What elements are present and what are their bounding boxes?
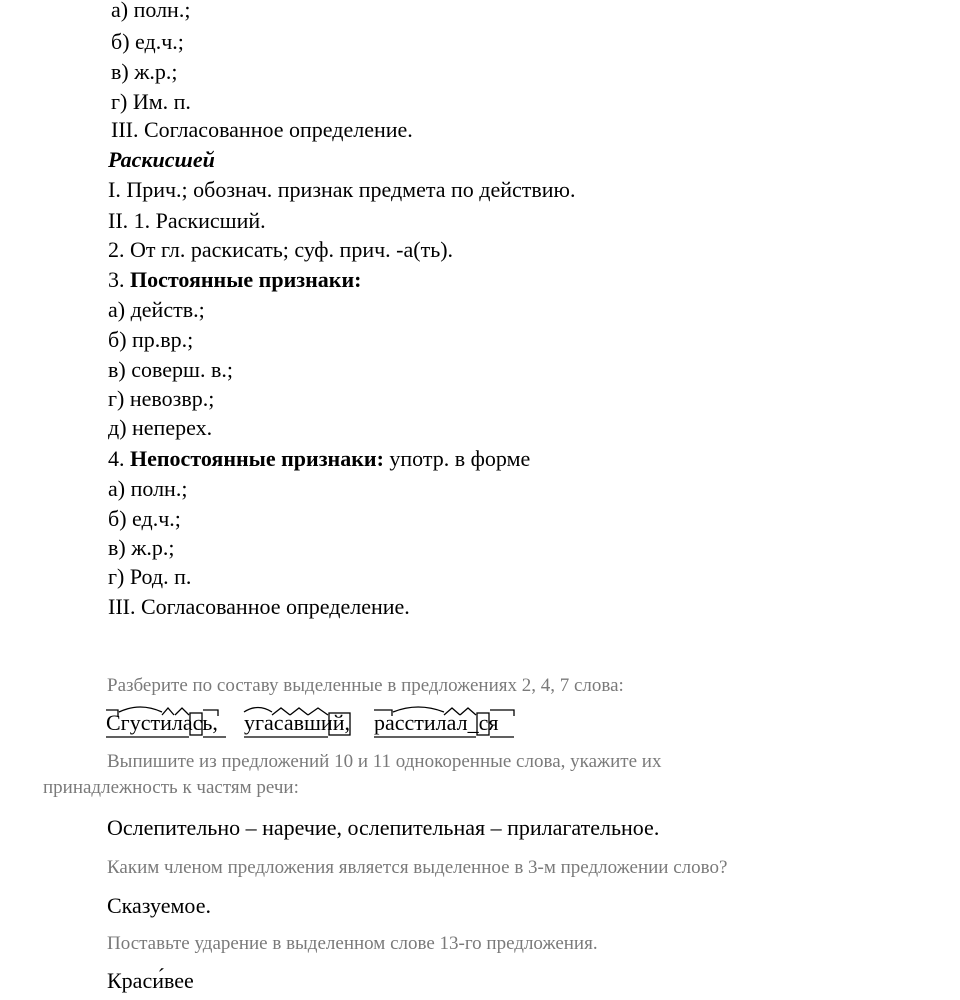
text-line: г) Им. п. bbox=[111, 89, 191, 114]
text-line: III. Согласованное определение. bbox=[111, 117, 413, 142]
text-line: II. 1. Раскисший. bbox=[108, 208, 266, 233]
text-line: в) соверш. в.; bbox=[108, 357, 233, 382]
text-line: б) ед.ч.; bbox=[111, 29, 184, 54]
text-line bbox=[108, 446, 530, 472]
morph-word: Сгустилась, bbox=[106, 710, 218, 735]
task-question: Разберите по составу выделенные в предложениях 2, 4, 7 слова: bbox=[107, 675, 624, 696]
text-line: в) ж.р.; bbox=[111, 59, 178, 84]
text-line: б) ед.ч.; bbox=[108, 506, 181, 531]
task-answer: Сказуемое. bbox=[107, 893, 211, 918]
section-heading: Раскисшей bbox=[108, 147, 215, 172]
morpheme-diagram bbox=[106, 706, 546, 746]
text-line: б) пр.вр.; bbox=[108, 327, 194, 352]
morph-word: угасавший, bbox=[244, 710, 350, 735]
text-line: III. Согласованное определение. bbox=[108, 594, 410, 619]
bold-label: Непостоянные признаки: bbox=[130, 446, 384, 471]
task-answer: Краси́вее bbox=[107, 968, 194, 993]
bold-label: Постоянные признаки: bbox=[130, 267, 362, 292]
text-line: а) полн.; bbox=[111, 0, 191, 22]
item-number: 4. bbox=[108, 446, 125, 471]
task-question: Каким членом предложения является выделенное в 3-м предложении слово? bbox=[107, 857, 728, 878]
morph-word: расстилал_ся bbox=[374, 710, 499, 735]
text-rest: употр. в форме bbox=[389, 446, 531, 471]
text-line: а) полн.; bbox=[108, 476, 188, 501]
text-line: г) невозвр.; bbox=[108, 386, 215, 411]
text-line bbox=[108, 267, 361, 293]
text-line: в) ж.р.; bbox=[108, 535, 175, 560]
task-answer: Ослепительно – наречие, ослепительная – прилагательное. bbox=[107, 815, 660, 840]
text-line: 2. От гл. раскисать; суф. прич. -а(ть). bbox=[108, 237, 454, 262]
text-line: д) неперех. bbox=[108, 415, 213, 440]
task-question: принадлежность к частям речи: bbox=[43, 777, 299, 798]
morpheme-analysis bbox=[106, 706, 546, 746]
item-number: 3. bbox=[108, 267, 125, 292]
task-question: Выпишите из предложений 10 и 11 однокоренные слова, укажите их bbox=[107, 751, 662, 772]
task-question: Поставьте ударение в выделенном слове 13-го предложения. bbox=[107, 933, 598, 954]
text-line: I. Прич.; обознач. признак предмета по действию. bbox=[108, 177, 576, 202]
text-line: г) Род. п. bbox=[108, 564, 192, 589]
text-line: а) действ.; bbox=[108, 297, 205, 322]
